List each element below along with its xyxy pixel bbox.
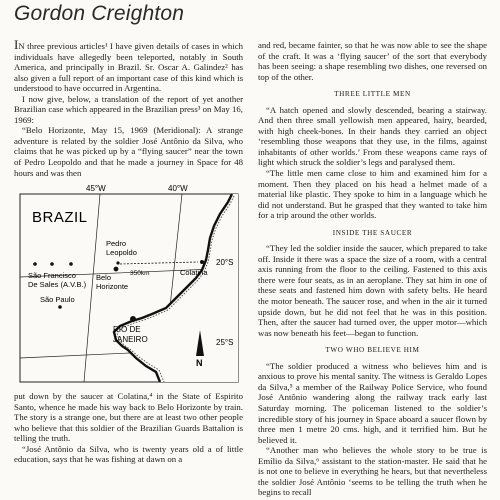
paragraph: “Belo Horizonte, May 15, 1969 (Meridional): A strange adventure is related by the soldier José Antônio da Silva, who claims that he was picked up by a “flying saucer” near the town of Pedro Leopoldo and that he made a journey in Space for 48 hours and was then <box>14 125 243 178</box>
paragraph: “The little men came close to him and examined him for a moment. Then they placed on his head a helmet made of a material like plastic. They spoke to him in a language which he did not understand. But he grasped that they wanted to take him for a trip around the other worlds. <box>258 168 487 221</box>
right-column <box>258 40 487 498</box>
brazil-map <box>10 180 246 388</box>
place-label-sao-francisco: São Francisco De Sales (A.V.B.) <box>28 271 87 289</box>
drop-cap: I <box>14 37 19 52</box>
section-heading: THREE LITTLE MEN <box>334 90 411 99</box>
place-marker-extra <box>50 262 54 266</box>
lat-label-20s: 20°S <box>216 258 234 267</box>
left-column-top <box>14 37 243 178</box>
place-label-pedro-leopoldo: Pedro Leopoldo <box>106 239 137 257</box>
author-name: Gordon Creighton <box>14 2 185 25</box>
paragraph: and red, became fainter, so that he was now able to see the shape of the craft. It was a ‘flying saucer’ of the sort that everybody has been seeing: a shape resembling two dishes, one reversed on top of the other. <box>258 40 487 82</box>
paragraph: put down by the saucer at Colatina,⁴ in the State of Espirito Santo, whence he made his way back to Belo Horizonte by train. The story is a strange one, but there are at least two other people who believe that this soldier of the Brazilian Guards Battalion is telling the truth. <box>14 391 243 444</box>
place-marker-sao-francisco <box>33 262 37 266</box>
place-marker-belo-horizonte <box>114 267 119 272</box>
paragraph: “José Antônio da Silva, who is twenty years old a of little education, says that he was fishing at dawn on a <box>14 443 243 465</box>
section-heading: TWO WHO BELIEVE HIM <box>325 346 420 355</box>
paragraph: “They led the soldier inside the saucer, which prepared to take off. Inside it there was a space the size of a room, with a central axis running from the floor to the ceiling. Fastened to this axis there were four seats, as in an aeroplane. They sat him in one of these seats and fastened him down with safety belts. He heard the motor beneath. The saucer rose, and when in the air it turned upside down, but he did not feel that he was in this position. Then, after the saucer had turned over, the upper motor—which was now beneath his feet—began to function. <box>258 243 487 338</box>
place-marker-sao-paulo <box>58 305 62 309</box>
section-heading: INSIDE THE SAUCER <box>332 228 413 237</box>
place-marker-extra-2 <box>69 262 73 266</box>
paragraph: “A hatch opened and slowly descended, bearing a stairway. And then three small yellowish men appeared, hairy, bearded, with high cheek-bones. In their hands they carried an object ‘resembling those weapons that they use, in the films, against inhabitants of other worlds.’ From these weapons came rays of light which struck the soldier’s legs and paralysed them. <box>258 104 487 168</box>
lat-label-25s: 25°S <box>216 338 234 347</box>
place-label-rio: RIO DE JANEIRO <box>113 325 148 344</box>
lon-label-40w: 40°W <box>168 184 188 193</box>
paragraph: I now give, below, a translation of the report of yet another Brazilian case which appeared in the Brazilian press³ on May 16, 1969: <box>14 93 243 125</box>
place-marker-colatina <box>200 260 204 264</box>
paragraph: “Another man who believes the whole story to be true is Emílio da Silva,⁶ assistant to the station-master. He said that he is not one to believe in everything he hears, but that nevertheless the soldier José Antônio ‘seems to be telling the truth when he begins to recall <box>258 445 487 498</box>
paragraph: IN three previous articles¹ I have given details of cases in which individuals have allegedly been teleported, notably in South America, and principally in Brazil. Sr. Oscar A. Galindez² has also given a full report of an important case of this kind which is understood to have occurred in Argentina. <box>14 37 243 94</box>
country-label: BRAZIL <box>32 209 88 226</box>
paragraph: “The soldier produced a witness who believes him and is anxious to prove his mental sanity. The witness is Geraldo Lopes da Silva,⁵ a member of the Railway Police Service, who found José Antônio wandering along the railway track early last Saturday morning. The policeman listened to the soldier’s incredible story of his journey in Space aboard a saucer flown by three men 1 metre 20 cms. high, and it terrified him. But he believed it. <box>258 360 487 445</box>
place-label-sao-paulo: São Paulo <box>40 295 75 304</box>
place-label-colatina: Colatina <box>180 268 208 277</box>
place-marker-rio <box>130 316 136 322</box>
left-column-bottom <box>14 391 243 465</box>
distance-label: 350km <box>130 270 150 277</box>
svg-text:N: N <box>196 358 203 368</box>
place-label-belo-horizonte: Belo Horizonte <box>96 273 129 291</box>
lon-label-45w: 45°W <box>86 184 106 193</box>
place-marker-pedro-leopoldo <box>116 261 119 264</box>
